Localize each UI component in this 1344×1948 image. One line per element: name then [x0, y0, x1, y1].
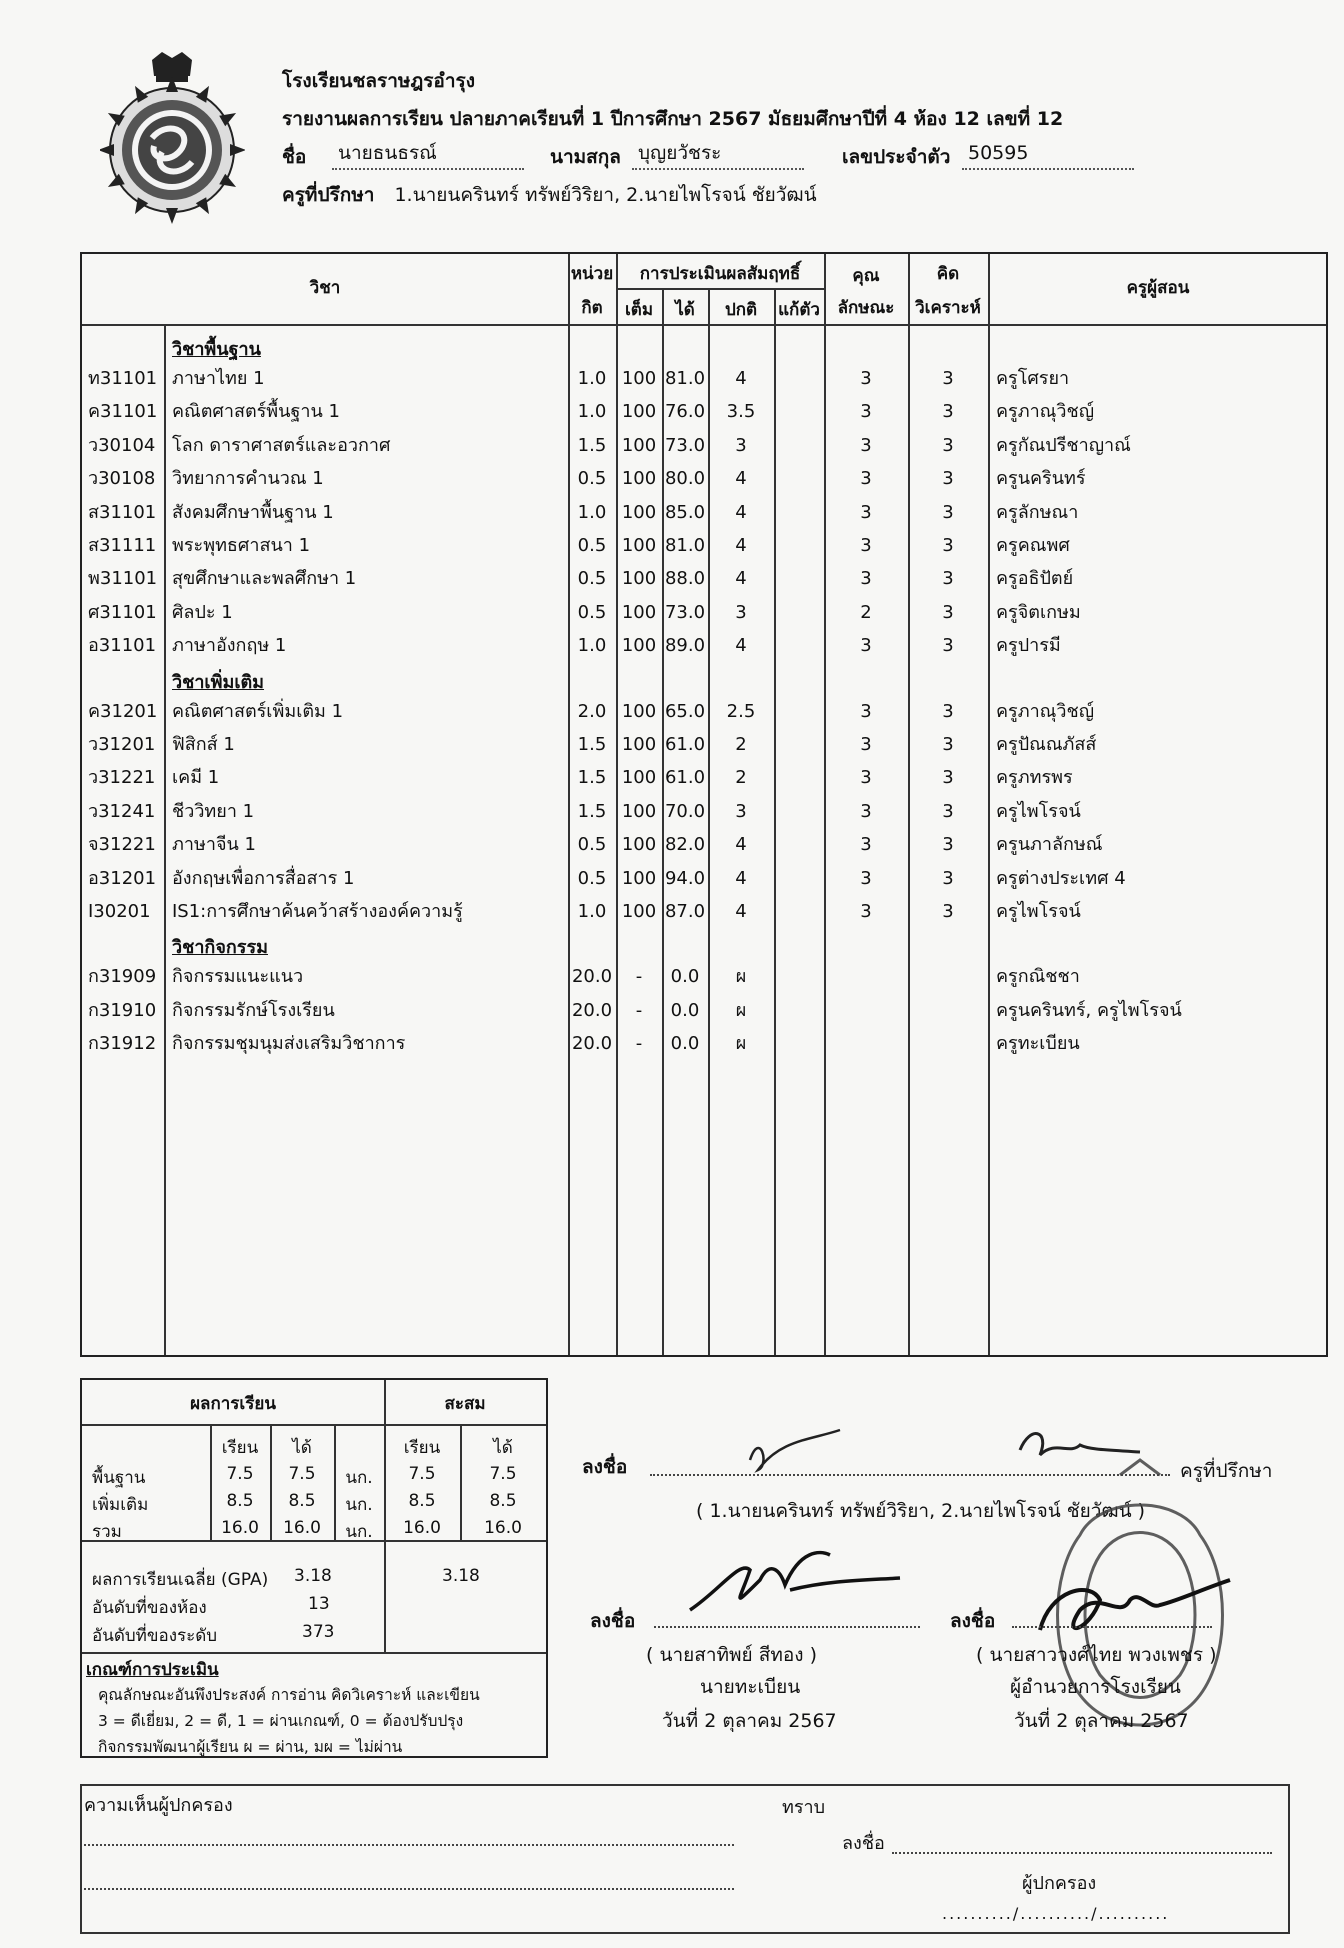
- student-surname: บุญยวัชระ: [632, 138, 804, 170]
- cell-full: 100: [621, 700, 657, 722]
- cell-char: 2: [860, 601, 872, 623]
- student-id: 50595: [962, 138, 1134, 170]
- cell-char: 3: [860, 767, 872, 789]
- cell-name: อังกฤษเพื่อการสื่อสาร 1: [172, 867, 355, 889]
- cell-teacher: ครูภทรพร: [996, 767, 1073, 789]
- cell-grade: 4: [735, 501, 747, 523]
- cell-full: 100: [621, 867, 657, 889]
- summary-box: [80, 1378, 548, 1758]
- criteria-line-1: คุณลักษณะอันพึงประสงค์ การอ่าน คิดวิเคราะห์ และเขียน: [98, 1686, 480, 1704]
- surname-label: นามสกุล: [550, 146, 621, 168]
- cell-char: 3: [860, 635, 872, 657]
- advisor-label: ครูที่ปรึกษา: [282, 184, 375, 206]
- cell-teacher: ครูคณพศ: [996, 535, 1070, 556]
- director-sign-line: [1012, 1604, 1212, 1633]
- class-rank-value: 13: [308, 1594, 330, 1614]
- cell-think: 3: [942, 734, 954, 755]
- cell-teacher: ครูโศรยา: [996, 368, 1070, 389]
- summary-got: 8.5: [288, 1491, 316, 1511]
- cell-grade: ผ: [735, 1033, 747, 1055]
- cell-name: ภาษาจีน 1: [172, 834, 256, 856]
- cell-got: 70.0: [664, 800, 706, 822]
- parent-role: ผู้ปกครอง: [1022, 1873, 1097, 1894]
- parent-date-line: ........../........../..........: [942, 1904, 1170, 1923]
- advisor-row: [282, 176, 1242, 214]
- director-sign-label: ลงชื่อ: [950, 1610, 996, 1632]
- parent-comment-box: [80, 1784, 1290, 1934]
- cell-got: 80.0: [664, 468, 706, 490]
- cell-teacher: ครูลักษณา: [996, 501, 1079, 523]
- cell-think: 3: [942, 468, 954, 490]
- cell-teacher: ครูนครินทร์, ครูไพโรจน์: [996, 999, 1182, 1021]
- advisor-names-signature: ( 1.นายนครินทร์ ทรัพย์วิริยา, 2.นายไพโรจน์ ชัยวัฒน์ ): [696, 1500, 1146, 1522]
- cell-think: 3: [942, 867, 954, 889]
- table-row: [82, 1027, 1326, 1060]
- cell-code: ค31201: [88, 700, 158, 722]
- cell-credit: 0.5: [577, 867, 607, 889]
- cell-teacher: ครูไพโรจน์: [996, 901, 1081, 922]
- parent-comment-line-1: [84, 1842, 734, 1846]
- table-row: [82, 596, 1326, 629]
- cell-full: -: [635, 966, 643, 988]
- cell-got: 82.0: [664, 834, 706, 856]
- section-title: วิชากิจกรรม: [172, 937, 268, 959]
- cell-grade: 4: [735, 368, 747, 389]
- cell-code: ว31241: [88, 800, 156, 822]
- cell-think: 3: [942, 368, 954, 389]
- student-id-label: เลขประจำตัว: [842, 146, 951, 168]
- table-row: [82, 761, 1326, 794]
- cell-char: 3: [860, 401, 872, 423]
- parent-comment-line-2: [84, 1886, 734, 1890]
- cell-teacher: ครูจิตเกษม: [996, 601, 1081, 623]
- cell-credit: 1.5: [577, 734, 607, 755]
- parent-comment-label: ความเห็นผู้ปกครอง: [84, 1795, 233, 1816]
- cell-teacher: ครูทะเบียน: [996, 1033, 1080, 1055]
- cell-code: อ31201: [88, 867, 157, 889]
- cell-got: 94.0: [664, 867, 706, 889]
- cell-grade: 4: [735, 568, 747, 590]
- cell-grade: ผ: [735, 999, 747, 1021]
- table-row: [82, 529, 1326, 562]
- cell-grade: 3: [735, 601, 747, 623]
- gpa-label: ผลการเรียนเฉลี่ย (GPA): [92, 1570, 269, 1590]
- summary-study: 16.0: [221, 1518, 259, 1538]
- cell-char: 3: [860, 568, 872, 590]
- cell-credit: 0.5: [577, 535, 607, 556]
- cell-credit: 0.5: [577, 468, 607, 490]
- table-row: [82, 462, 1326, 495]
- cell-credit: 0.5: [577, 834, 607, 856]
- table-row: [82, 629, 1326, 662]
- cell-full: 100: [621, 601, 657, 623]
- header-characteristics: คุณ: [852, 266, 880, 286]
- table-row: [82, 795, 1326, 828]
- cell-got: 0.0: [670, 1033, 700, 1055]
- gpa-value: 3.18: [294, 1566, 332, 1586]
- cell-char: 3: [860, 434, 872, 456]
- cell-teacher: ครูภาณุวิชญ์: [996, 401, 1095, 423]
- cell-teacher: ครูภาณุวิชญ์: [996, 700, 1095, 722]
- level-rank-label: อันดับที่ของระดับ: [92, 1626, 218, 1646]
- director-role: ผู้อำนวยการโรงเรียน: [1010, 1676, 1181, 1698]
- table-row: [82, 895, 1326, 928]
- summary-cum_study: 7.5: [408, 1464, 436, 1484]
- cell-credit: 1.5: [577, 800, 607, 822]
- cell-credit: 1.5: [577, 767, 607, 789]
- summary-cum-study-header: เรียน: [403, 1438, 441, 1458]
- summary-got: 7.5: [288, 1464, 316, 1484]
- cell-full: 100: [621, 800, 657, 822]
- cell-full: 100: [621, 368, 657, 389]
- cell-think: 3: [942, 767, 954, 789]
- summary-cumulative-header: สะสม: [444, 1394, 486, 1414]
- summary-unit: นก.: [345, 1522, 373, 1542]
- cell-credit: 1.0: [577, 368, 607, 389]
- school-emblem-icon: [100, 50, 245, 228]
- header-analytic-2: วิเคราะห์: [915, 298, 981, 318]
- cell-teacher: ครูอธิปัตย์: [996, 568, 1074, 590]
- cell-char: 3: [860, 501, 872, 523]
- cell-got: 76.0: [664, 401, 706, 423]
- cell-name: กิจกรรมแนะแนว: [172, 966, 304, 988]
- table-row: [82, 828, 1326, 861]
- cell-code: I30201: [88, 901, 151, 922]
- cell-full: 100: [621, 767, 657, 789]
- summary-got-header: ได้: [292, 1438, 312, 1458]
- cell-name: กิจกรรมชุมนุมส่งเสริมวิชาการ: [172, 1033, 406, 1055]
- cell-got: 61.0: [664, 734, 706, 755]
- report-header: [282, 62, 1242, 214]
- cell-code: ส31101: [88, 501, 157, 523]
- header-credit-2: กิต: [581, 298, 603, 318]
- cell-got: 73.0: [664, 601, 706, 623]
- cell-full: 100: [621, 635, 657, 657]
- name-label: ชื่อ: [282, 146, 307, 168]
- cell-code: อ31101: [88, 635, 157, 657]
- summary-study: 7.5: [226, 1464, 254, 1484]
- parent-sign-label: ลงชื่อ: [842, 1833, 885, 1854]
- cell-think: 3: [942, 535, 954, 556]
- cell-think: 3: [942, 568, 954, 590]
- header-normal: ปกติ: [724, 300, 758, 320]
- summary-cum-got-header: ได้: [493, 1438, 513, 1458]
- header-got: ได้: [675, 300, 695, 320]
- cell-got: 0.0: [670, 966, 700, 988]
- grades-table: [80, 252, 1328, 1357]
- cell-full: 100: [621, 568, 657, 590]
- cell-char: 3: [860, 734, 872, 755]
- header-analytic: คิด: [936, 264, 960, 284]
- cell-credit: 1.5: [577, 434, 607, 456]
- cell-got: 88.0: [664, 568, 706, 590]
- summary-study: 8.5: [226, 1491, 254, 1511]
- summary-cum_got: 16.0: [484, 1518, 522, 1538]
- cell-name: ศิลปะ 1: [172, 601, 233, 623]
- header-teacher: ครูผู้สอน: [1126, 278, 1190, 298]
- cell-char: 3: [860, 468, 872, 490]
- table-row: [82, 562, 1326, 595]
- advisor-names: 1.นายนครินทร์ ทรัพย์วิริยา, 2.นายไพโรจน์ ชัยวัฒน์: [394, 184, 817, 206]
- cell-credit: 0.5: [577, 601, 607, 623]
- cell-grade: ผ: [735, 966, 747, 988]
- cell-grade: 3: [735, 434, 747, 456]
- gpa-cumulative-value: 3.18: [442, 1566, 480, 1586]
- cell-credit: 1.0: [577, 635, 607, 657]
- level-rank-value: 373: [302, 1622, 335, 1642]
- cell-teacher: ครูกัณปรีชาญาณ์: [996, 434, 1131, 456]
- cell-grade: 2: [735, 734, 747, 755]
- registrar-date: วันที่ 2 ตุลาคม 2567: [662, 1710, 837, 1732]
- criteria-line-2: 3 = ดีเยี่ยม, 2 = ดี, 1 = ผ่านเกณฑ์, 0 = ต้องปรับปรุง: [98, 1712, 464, 1730]
- registrar-name: ( นายสาทิพย์ สีทอง ): [646, 1644, 817, 1666]
- table-row: [82, 728, 1326, 761]
- cell-code: ว30104: [88, 434, 156, 456]
- summary-label: พื้นฐาน: [92, 1468, 146, 1488]
- cell-full: 100: [621, 434, 657, 456]
- header-characteristics-2: ลักษณะ: [837, 298, 895, 318]
- cell-code: ก31910: [88, 999, 157, 1021]
- section-title: วิชาพื้นฐาน: [172, 339, 261, 360]
- registrar-sign-label: ลงชื่อ: [590, 1610, 636, 1632]
- table-row: [82, 994, 1326, 1027]
- cell-think: 3: [942, 901, 954, 922]
- class-rank-label: อันดับที่ของห้อง: [92, 1598, 207, 1618]
- cell-char: 3: [860, 368, 872, 389]
- cell-grade: 4: [735, 901, 747, 922]
- cell-think: 3: [942, 834, 954, 856]
- cell-name: สุขศึกษาและพลศึกษา 1: [172, 568, 357, 590]
- cell-code: ค31101: [88, 401, 158, 423]
- cell-full: 100: [621, 401, 657, 423]
- header-assessment: การประเมินผลสัมฤทธิ์: [639, 264, 801, 284]
- cell-char: 3: [860, 700, 872, 722]
- cell-credit: 1.0: [577, 901, 607, 922]
- cell-think: 3: [942, 800, 954, 822]
- cell-name: ฟิสิกส์ 1: [172, 734, 235, 755]
- cell-think: 3: [942, 635, 954, 657]
- cell-think: 3: [942, 401, 954, 423]
- table-row: [82, 395, 1326, 428]
- cell-full: 100: [621, 535, 657, 556]
- cell-full: 100: [621, 834, 657, 856]
- cell-name: ภาษาไทย 1: [172, 368, 265, 389]
- cell-name: คณิตศาสตร์พื้นฐาน 1: [172, 401, 340, 423]
- header-full: เต็ม: [624, 300, 654, 320]
- parent-ack-label: ทราบ: [782, 1797, 826, 1818]
- summary-cum_study: 8.5: [408, 1491, 436, 1511]
- cell-grade: 3.5: [726, 401, 756, 423]
- registrar-signature: [680, 1540, 910, 1620]
- cell-think: 3: [942, 434, 954, 456]
- cell-grade: 4: [735, 635, 747, 657]
- cell-full: -: [635, 1033, 643, 1055]
- cell-credit: 1.0: [577, 501, 607, 523]
- cell-code: ก31912: [88, 1033, 157, 1055]
- cell-grade: 2.5: [726, 700, 756, 722]
- summary-unit: นก.: [345, 1468, 373, 1488]
- cell-name: เคมี 1: [172, 767, 220, 789]
- cell-char: 3: [860, 834, 872, 856]
- summary-cum_got: 8.5: [489, 1491, 517, 1511]
- criteria-line-3: กิจกรรมพัฒนาผู้เรียน ผ = ผ่าน, มผ = ไม่ผ่าน: [98, 1738, 403, 1756]
- table-row: [82, 862, 1326, 895]
- parent-sign-line: [892, 1830, 1272, 1854]
- cell-name: IS1:การศึกษาค้นคว้าสร้างองค์ความรู้: [172, 901, 463, 922]
- cell-grade: 4: [735, 535, 747, 556]
- cell-got: 85.0: [664, 501, 706, 523]
- summary-label: รวม: [92, 1522, 122, 1542]
- section-title: วิชาเพิ่มเติม: [172, 671, 265, 693]
- cell-got: 65.0: [664, 700, 706, 722]
- cell-got: 81.0: [664, 535, 706, 556]
- cell-teacher: ครูนครินทร์: [996, 468, 1086, 490]
- cell-teacher: ครูต่างประเทศ 4: [996, 867, 1126, 889]
- table-row: [82, 429, 1326, 462]
- cell-char: 3: [860, 800, 872, 822]
- header-subject: วิชา: [309, 278, 341, 298]
- cell-char: 3: [860, 535, 872, 556]
- cell-teacher: ครูนภาลักษณ์: [996, 834, 1103, 856]
- cell-name: โลก ดาราศาสตร์และอวกาศ: [172, 434, 391, 456]
- cell-code: ท31101: [88, 368, 158, 389]
- cell-name: พระพุทธศาสนา 1: [172, 535, 311, 556]
- header-credit: หน่วย: [570, 264, 614, 284]
- summary-unit: นก.: [345, 1495, 373, 1515]
- summary-study-header: เรียน: [221, 1438, 259, 1458]
- cell-code: ก31909: [88, 966, 157, 988]
- header-remedial: แก้ตัว: [778, 300, 820, 320]
- cell-name: คณิตศาสตร์เพิ่มเติม 1: [172, 700, 344, 722]
- summary-got: 16.0: [283, 1518, 321, 1538]
- cell-think: 3: [942, 700, 954, 722]
- cell-code: พ31101: [88, 568, 158, 590]
- cell-name: วิทยาการคำนวณ 1: [172, 468, 324, 490]
- cell-teacher: ครูปารมี: [996, 635, 1061, 657]
- cell-teacher: ครูปัณณภัสส์: [996, 734, 1097, 755]
- cell-got: 0.0: [670, 999, 700, 1021]
- cell-full: 100: [621, 901, 657, 922]
- cell-code: ส31111: [88, 535, 157, 556]
- cell-code: ว31201: [88, 734, 156, 755]
- cell-think: 3: [942, 601, 954, 623]
- cell-credit: 1.0: [577, 401, 607, 423]
- cell-grade: 4: [735, 468, 747, 490]
- student-info-row: [282, 138, 1242, 176]
- cell-credit: 20.0: [571, 1033, 613, 1055]
- table-row: [82, 960, 1326, 993]
- cell-code: ว30108: [88, 468, 156, 490]
- cell-code: ว31221: [88, 767, 156, 789]
- cell-grade: 4: [735, 867, 747, 889]
- director-date: วันที่ 2 ตุลาคม 2567: [1014, 1710, 1189, 1732]
- cell-full: 100: [621, 501, 657, 523]
- cell-name: กิจกรรมรักษ์โรงเรียน: [172, 999, 335, 1021]
- advisor-signature-1: [730, 1420, 880, 1480]
- student-first-name: นายธนธรณ์: [332, 138, 524, 170]
- report-title: รายงานผลการเรียน ปลายภาคเรียนที่ 1 ปีการศึกษา 2567 มัธยมศึกษาปีที่ 4 ห้อง 12 เลขที่ 12: [282, 108, 1064, 130]
- cell-got: 81.0: [664, 368, 706, 389]
- cell-got: 61.0: [664, 767, 706, 789]
- summary-results-header: ผลการเรียน: [190, 1394, 276, 1414]
- cell-char: 3: [860, 867, 872, 889]
- cell-teacher: ครูกณิชชา: [996, 966, 1080, 988]
- table-row: [82, 496, 1326, 529]
- cell-grade: 4: [735, 834, 747, 856]
- advisor-role: ครูที่ปรึกษา: [1180, 1460, 1273, 1482]
- summary-cum_study: 16.0: [403, 1518, 441, 1538]
- advisor-sign-label: ลงชื่อ: [582, 1456, 628, 1478]
- table-row: [82, 695, 1326, 728]
- registrar-role: นายทะเบียน: [700, 1676, 801, 1698]
- summary-label: เพิ่มเติม: [92, 1495, 149, 1515]
- summary-cum_got: 7.5: [489, 1464, 517, 1484]
- cell-grade: 2: [735, 767, 747, 789]
- cell-teacher: ครูไพโรจน์: [996, 800, 1081, 822]
- school-name: โรงเรียนชลราษฎรอำรุง: [282, 70, 475, 92]
- cell-credit: 2.0: [577, 700, 607, 722]
- cell-grade: 3: [735, 800, 747, 822]
- cell-think: 3: [942, 501, 954, 523]
- cell-credit: 20.0: [571, 999, 613, 1021]
- cell-code: ศ31101: [88, 601, 157, 623]
- cell-name: ภาษาอังกฤษ 1: [172, 635, 287, 657]
- director-name: ( นายสาววงศ์ไทย พวงเพชร ): [976, 1644, 1217, 1666]
- cell-char: 3: [860, 901, 872, 922]
- cell-got: 73.0: [664, 434, 706, 456]
- cell-credit: 20.0: [571, 966, 613, 988]
- table-row: [82, 362, 1326, 395]
- cell-code: จ31221: [88, 834, 156, 856]
- cell-got: 87.0: [664, 901, 706, 922]
- cell-full: 100: [621, 468, 657, 490]
- cell-name: สังคมศึกษาพื้นฐาน 1: [172, 501, 334, 523]
- cell-full: -: [635, 999, 643, 1021]
- criteria-title: เกณฑ์การประเมิน: [86, 1660, 219, 1680]
- cell-credit: 0.5: [577, 568, 607, 590]
- cell-full: 100: [621, 734, 657, 755]
- cell-name: ชีววิทยา 1: [172, 800, 255, 822]
- cell-got: 89.0: [664, 635, 706, 657]
